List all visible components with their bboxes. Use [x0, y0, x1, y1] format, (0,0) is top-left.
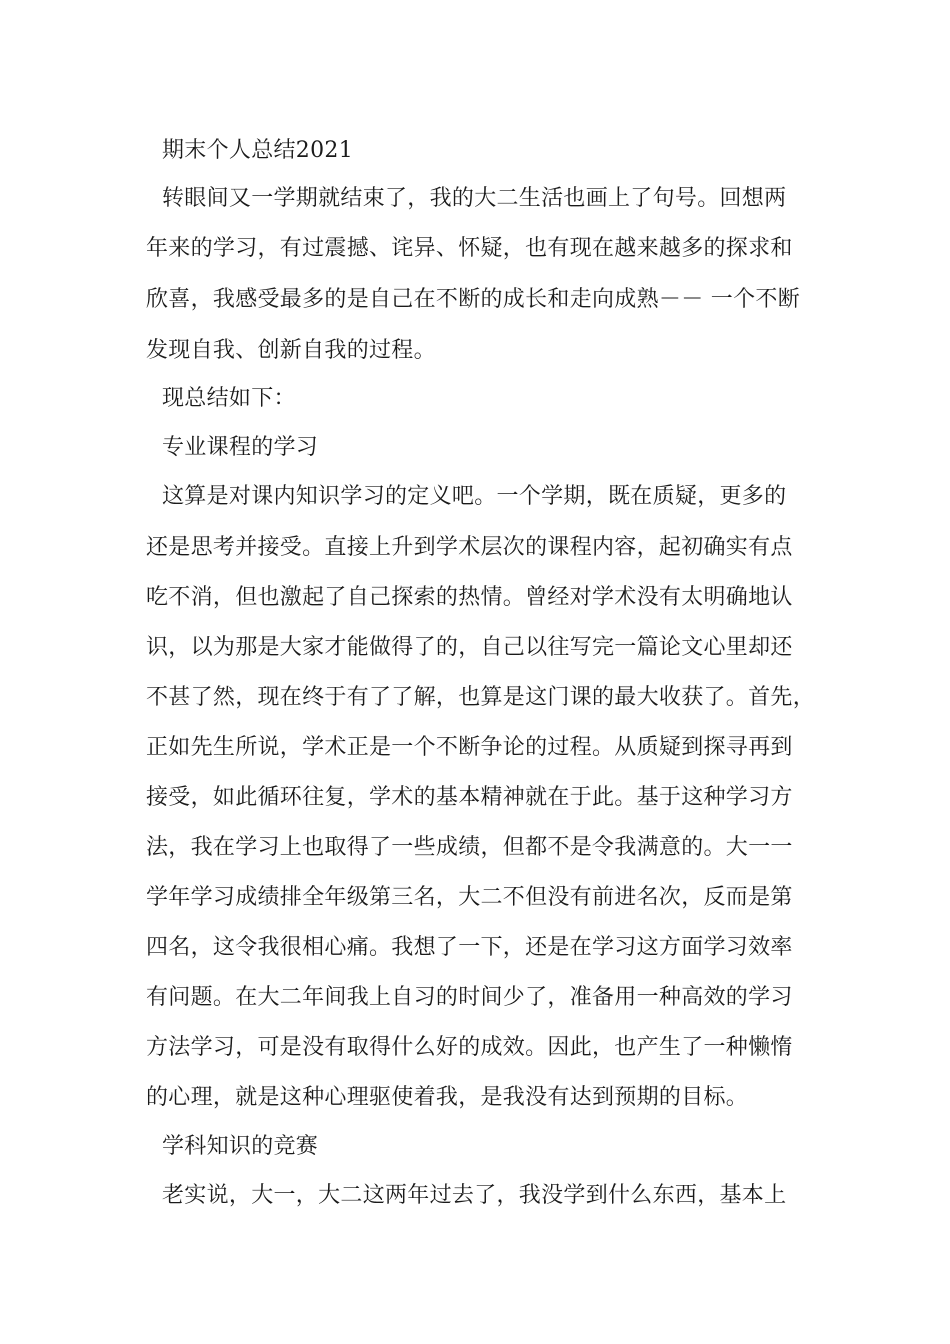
paragraph-line: 这算是对课内知识学习的定义吧。一个学期，既在质疑，更多的: [162, 484, 787, 509]
section-heading: 专业课程的学习: [162, 435, 319, 460]
paragraph-line: 现总结如下：: [162, 386, 296, 411]
paragraph-line: 有问题。在大二年间我上自习的时间少了，准备用一种高效的学习: [146, 985, 793, 1010]
paragraph-line: 年来的学习，有过震撼、诧异、怀疑，也有现在越来越多的探求和: [146, 236, 793, 261]
paragraph-line: 正如先生所说，学术正是一个不断争论的过程。从质疑到探寻再到: [146, 735, 793, 760]
paragraph-line: 吃不消，但也激起了自己探索的热情。曾经对学术没有太明确地认: [146, 585, 793, 610]
section-heading: 学科知识的竞赛: [162, 1134, 319, 1159]
paragraph-line: 四名，这令我很相心痛。我想了一下，还是在学习这方面学习效率: [146, 935, 793, 960]
paragraph-line: 老实说，大一，大二这两年过去了，我没学到什么东西，基本上: [162, 1183, 787, 1208]
paragraph-line: 发现自我、创新自我的过程。: [146, 338, 436, 363]
paragraph-line: 法，我在学习上也取得了一些成绩，但都不是令我满意的。大一一: [146, 835, 793, 860]
paragraph-line: 的心理，就是这种心理驱使着我，是我没有达到预期的目标。: [146, 1085, 749, 1110]
document-title: 期末个人总结2021: [162, 138, 353, 163]
paragraph-line: 不甚了然，现在终于有了了解，也算是这门课的最大收获了。首先，: [146, 685, 816, 710]
paragraph-line: 转眼间又一学期就结束了，我的大二生活也画上了句号。回想两: [162, 186, 787, 211]
paragraph-line: 接受，如此循环往复，学术的基本精神就在于此。基于这种学习方: [146, 785, 793, 810]
paragraph-line: 还是思考并接受。直接上升到学术层次的课程内容，起初确实有点: [146, 535, 793, 560]
paragraph-line: 欣喜，我感受最多的是自己在不断的成长和走向成熟－－ 一个不断: [146, 287, 800, 312]
paragraph-line: 识，以为那是大家才能做得了的，自己以往写完一篇论文心里却还: [146, 635, 793, 660]
paragraph-line: 学年学习成绩排全年级第三名，大二不但没有前进名次，反而是第: [146, 885, 793, 910]
paragraph-line: 方法学习，可是没有取得什么好的成效。因此，也产生了一种懒惰: [146, 1035, 793, 1060]
